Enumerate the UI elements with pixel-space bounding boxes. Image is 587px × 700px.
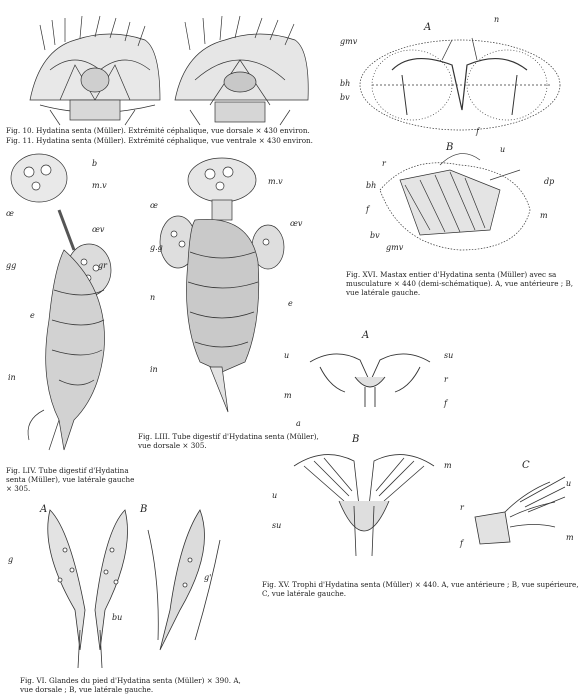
head-dorsal-illustration xyxy=(30,16,160,125)
label-gr-liv: gr xyxy=(98,261,107,270)
label-bu-vi: bu xyxy=(112,613,123,622)
panel-label-vi-b: B xyxy=(140,504,148,515)
label-gmv-b: gmv xyxy=(386,243,404,252)
label-f-b2: f xyxy=(460,539,463,548)
label-n-liii: n xyxy=(150,293,156,302)
label-f-a2: f xyxy=(444,399,447,408)
label-b-liv: b xyxy=(92,159,98,168)
label-su-b2: su xyxy=(272,521,282,530)
label-f-a: f xyxy=(476,127,479,136)
panel-label-xv-b: B xyxy=(352,434,360,445)
label-gmv-a: gmv xyxy=(340,37,358,46)
label-bv-b: bv xyxy=(370,231,380,240)
panel-label-xv-c: C xyxy=(522,460,530,471)
label-u-b: u xyxy=(500,145,506,154)
label-r-b: r xyxy=(382,159,386,168)
label-f-b: f xyxy=(366,205,369,214)
label-e-liii: e xyxy=(288,299,293,308)
panel-label-xvi-a: A xyxy=(424,22,432,33)
label-e-liv: e xyxy=(30,311,35,320)
label-r-a: r xyxy=(444,375,448,384)
label-a-liii: a xyxy=(296,419,301,428)
figure-10-11 xyxy=(20,10,310,130)
label-oe-liv: œ xyxy=(6,209,14,218)
figure-xv-c xyxy=(470,472,570,552)
caption-fig-xvi: Fig. XVI. Mastax entier d'Hydatina senta (Müller) avec sa musculature × 440 (demi-schématique). A, vue antérieure ; B, vue latérale gauche. xyxy=(346,270,574,297)
panel-label-xvi-b: B xyxy=(446,142,454,153)
label-u-c: u xyxy=(566,479,572,488)
caption-fig-10: Fig. 10. Hydatina senta (Müller). Extrémité céphalique, vue dorsale × 430 environ. xyxy=(6,126,310,135)
label-m-b2: m xyxy=(444,461,452,470)
label-in-liv: in xyxy=(8,373,16,382)
figure-xv-a xyxy=(300,342,440,412)
label-u-b2: u xyxy=(272,491,278,500)
caption-fig-xv: Fig. XV. Trophi d'Hydatina senta (Müller) × 440. A, vue antérieure ; B, vue supérieure, C, vue latérale gauche. xyxy=(262,580,579,598)
label-oe-liii: œ xyxy=(150,201,158,210)
label-n: n xyxy=(494,15,500,24)
label-in-liii: in xyxy=(150,365,158,374)
label-gprime-vi: g' xyxy=(204,573,212,582)
label-bv-a: bv xyxy=(340,93,350,102)
panel-label-xv-a: A xyxy=(362,330,370,341)
figure-liv xyxy=(4,150,124,455)
label-m-b: m xyxy=(540,211,548,220)
figure-vi xyxy=(30,500,230,670)
label-bh-a: bh xyxy=(340,79,351,88)
head-ventral-illustration xyxy=(175,16,308,125)
caption-fig-11: Fig. 11. Hydatina senta (Müller). Extrémité céphalique, vue ventrale × 430 environ. xyxy=(6,136,313,145)
label-m-a: m xyxy=(284,391,292,400)
figure-xv-b xyxy=(284,446,444,561)
label-su-a: su xyxy=(444,351,454,360)
panel-label-vi-a: A xyxy=(40,504,48,515)
label-gg-liii: g.g xyxy=(150,243,163,252)
label-r-b2: r xyxy=(460,503,464,512)
label-mv-liii: m.v xyxy=(268,177,283,186)
caption-fig-liv: Fig. LIV. Tube digestif d'Hydatina senta (Müller), vue latérale gauche × 305. xyxy=(6,466,135,493)
label-u-a: u xyxy=(284,351,290,360)
figure-liii xyxy=(150,152,290,432)
label-g-vi: g xyxy=(8,555,14,564)
label-dp: dp xyxy=(544,177,555,186)
label-oev-liii: œv xyxy=(290,219,303,228)
label-gg-liv: gg xyxy=(6,261,17,270)
figure-xvi-a xyxy=(352,30,567,140)
label-oev-liv: œv xyxy=(92,225,105,234)
figure-xvi-b xyxy=(370,150,540,255)
label-mv-liv: m.v xyxy=(92,181,107,190)
caption-fig-liii: Fig. LIII. Tube digestif d'Hydatina senta (Müller), vue dorsale × 305. xyxy=(138,432,319,450)
caption-fig-vi: Fig. VI. Glandes du pied d'Hydatina senta (Müller) × 390. A, vue dorsale ; B, vue latérale gauche. xyxy=(20,676,241,694)
label-bh-b: bh xyxy=(366,181,377,190)
label-m-c: m xyxy=(566,533,574,542)
